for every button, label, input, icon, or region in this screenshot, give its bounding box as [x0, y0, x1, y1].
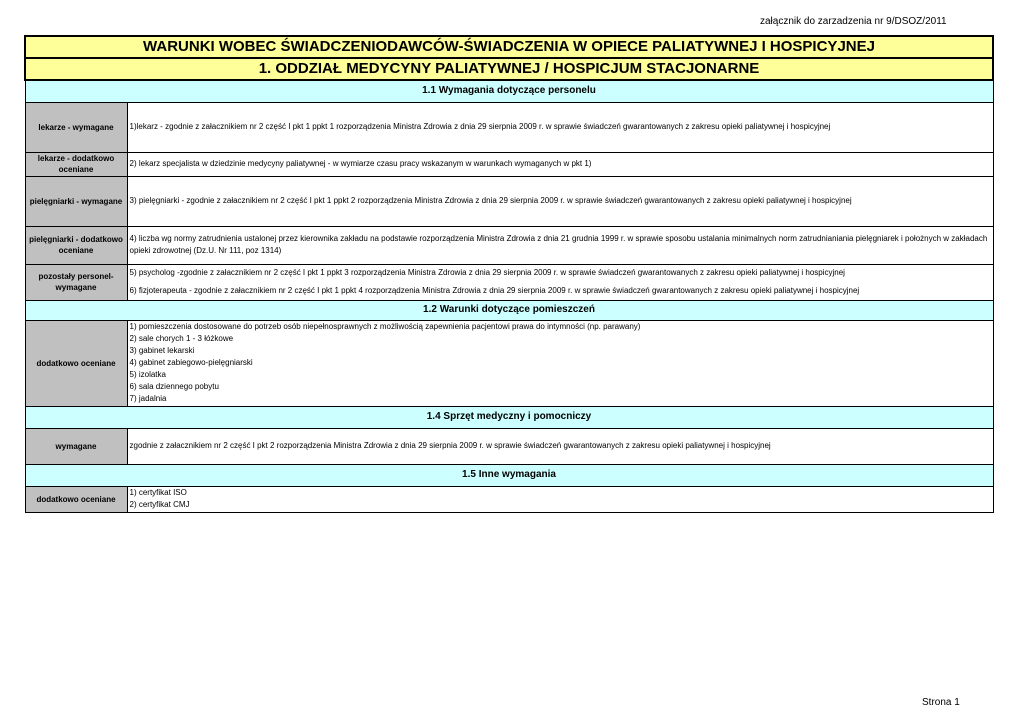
sub-title: 1. ODDZIAŁ MEDYCYNY PALIATYWNEJ / HOSPICJUM STACJONARNE [25, 58, 993, 80]
content-line: 3) gabinet lekarski [129, 345, 195, 355]
content-line: 4) gabinet zabiegowo-pielęgniarski [129, 357, 253, 367]
row-content-lekarze-dodatkowo [127, 152, 993, 176]
row-label-sprzet: wymagane [25, 428, 127, 464]
section-heading-pomieszczenia: 1.2 Warunki dotyczące pomieszczeń [25, 300, 993, 320]
content-line: 2) lekarz specjalista w dziedzinie medycyny paliatywnej - w wymiarze czasu pracy wskazanym w warunkach wymaganych w pkt 1) [129, 159, 592, 168]
content-line: 1) certyfikat ISO [129, 487, 187, 497]
row-content-pozostaly-personel [127, 264, 993, 300]
row-label-pozostaly-personel: pozostały personel- wymagane [25, 264, 127, 300]
content-line: 7) jadalnia [129, 393, 167, 403]
row-label-lekarze-wymagane: lekarze - wymagane [25, 102, 127, 152]
content-line: 1) pomieszczenia dostosowane do potrzeb osób niepełnosprawnych z możliwością zapewnienia pacjentowi prawa do intymności (np. parawany) [129, 321, 641, 331]
content-line: 6) sala dziennego pobytu [129, 381, 219, 391]
row-content-inne [127, 486, 993, 512]
row-content-pielegniarki-wymagane [127, 176, 993, 226]
row-content-pomieszczenia [127, 320, 993, 406]
content-line: 2) sale chorych 1 - 3 łóżkowe [129, 333, 234, 343]
row-label-pomieszczenia: dodatkowo oceniane [25, 320, 127, 406]
content-line: 2) certyfikat CMJ [129, 499, 190, 509]
requirements-table [24, 35, 994, 513]
row-label-pielegniarki-dodatkowo: pielęgniarki - dodatkowo oceniane [25, 226, 127, 264]
section-heading-personel: 1.1 Wymagania dotyczące personelu [25, 80, 993, 102]
row-content-lekarze-wymagane [127, 102, 993, 152]
attachment-note: załącznik do zarzadzenia nr 9/DSOZ/2011 [760, 16, 947, 27]
content-line: 3) pielęgniarki - zgodnie z załacznikiem nr 2 część I pkt 1 ppkt 2 rozporządzenia Ministra Zdrowia z dnia 29 sierpnia 2009 r. w sprawie świadczeń gwarantowanych z zakresu opieki paliatywnej i hospicyjnej [129, 196, 852, 205]
content-line: 4) liczba wg normy zatrudnienia ustalonej przez kierownika zakładu na podstawie rozporządzenia Ministra Zdrowia z dnia 21 grudnia 1999 r. w sprawie sposobu ustalania minimalnych norm zatrudnianiania pielęgniarek i położnych w zakładach opieki zdrowotnej (Dz.U. Nr 111, poz 1314) [129, 234, 988, 255]
main-title: WARUNKI WOBEC ŚWIADCZENIODAWCÓW-ŚWIADCZENIA W OPIECE PALIATYWNEJ I HOSPICYJNEJ [25, 36, 993, 58]
row-label-lekarze-dodatkowo: lekarze - dodatkowo oceniane [25, 152, 127, 176]
row-label-pielegniarki-wymagane: pielęgniarki - wymagane [25, 176, 127, 226]
row-label-inne: dodatkowo oceniane [25, 486, 127, 512]
content-line: zgodnie z załacznikiem nr 2 część I pkt 2 rozporządzenia Ministra Zdrowia z dnia 29 sierpnia 2009 r. w sprawie świadczeń gwarantowanych z zakresu opieki paliatywnej i hospicyjnej [129, 441, 771, 450]
content-line: 5) izolatka [129, 369, 166, 379]
section-heading-inne: 1.5 Inne wymagania [25, 464, 993, 486]
content-line: 5) psycholog -zgodnie z załacznikiem nr 2 część I pkt 1 ppkt 3 rozporządzenia Ministra Zdrowia z dnia 29 sierpnia 2009 r. w sprawie świadczeń gwarantowanych z zakresu opieki paliatywnej i hospicyjnej [129, 268, 845, 277]
row-content-sprzet [127, 428, 993, 464]
section-heading-sprzet: 1.4 Sprzęt medyczny i pomocniczy [25, 406, 993, 428]
page-number: Strona 1 [922, 697, 960, 708]
content-line: 6) fizjoterapeuta - zgodnie z załacznikiem nr 2 część I pkt 1 ppkt 4 rozporządzenia Ministra Zdrowia z dnia 29 sierpnia 2009 r. w sprawie świadczeń gwarantowanych z zakresu opieki paliatywnej i hospicyjnej [129, 286, 860, 295]
content-line: 1)lekarz - zgodnie z załacznikiem nr 2 część I pkt 1 ppkt 1 rozporządzenia Ministra Zdrowia z dnia 29 sierpnia 2009 r. w sprawie świadczeń gwarantowanych z zakresu opieki paliatywnej i hospicyjnej [129, 122, 831, 131]
row-content-pielegniarki-dodatkowo [127, 226, 993, 264]
